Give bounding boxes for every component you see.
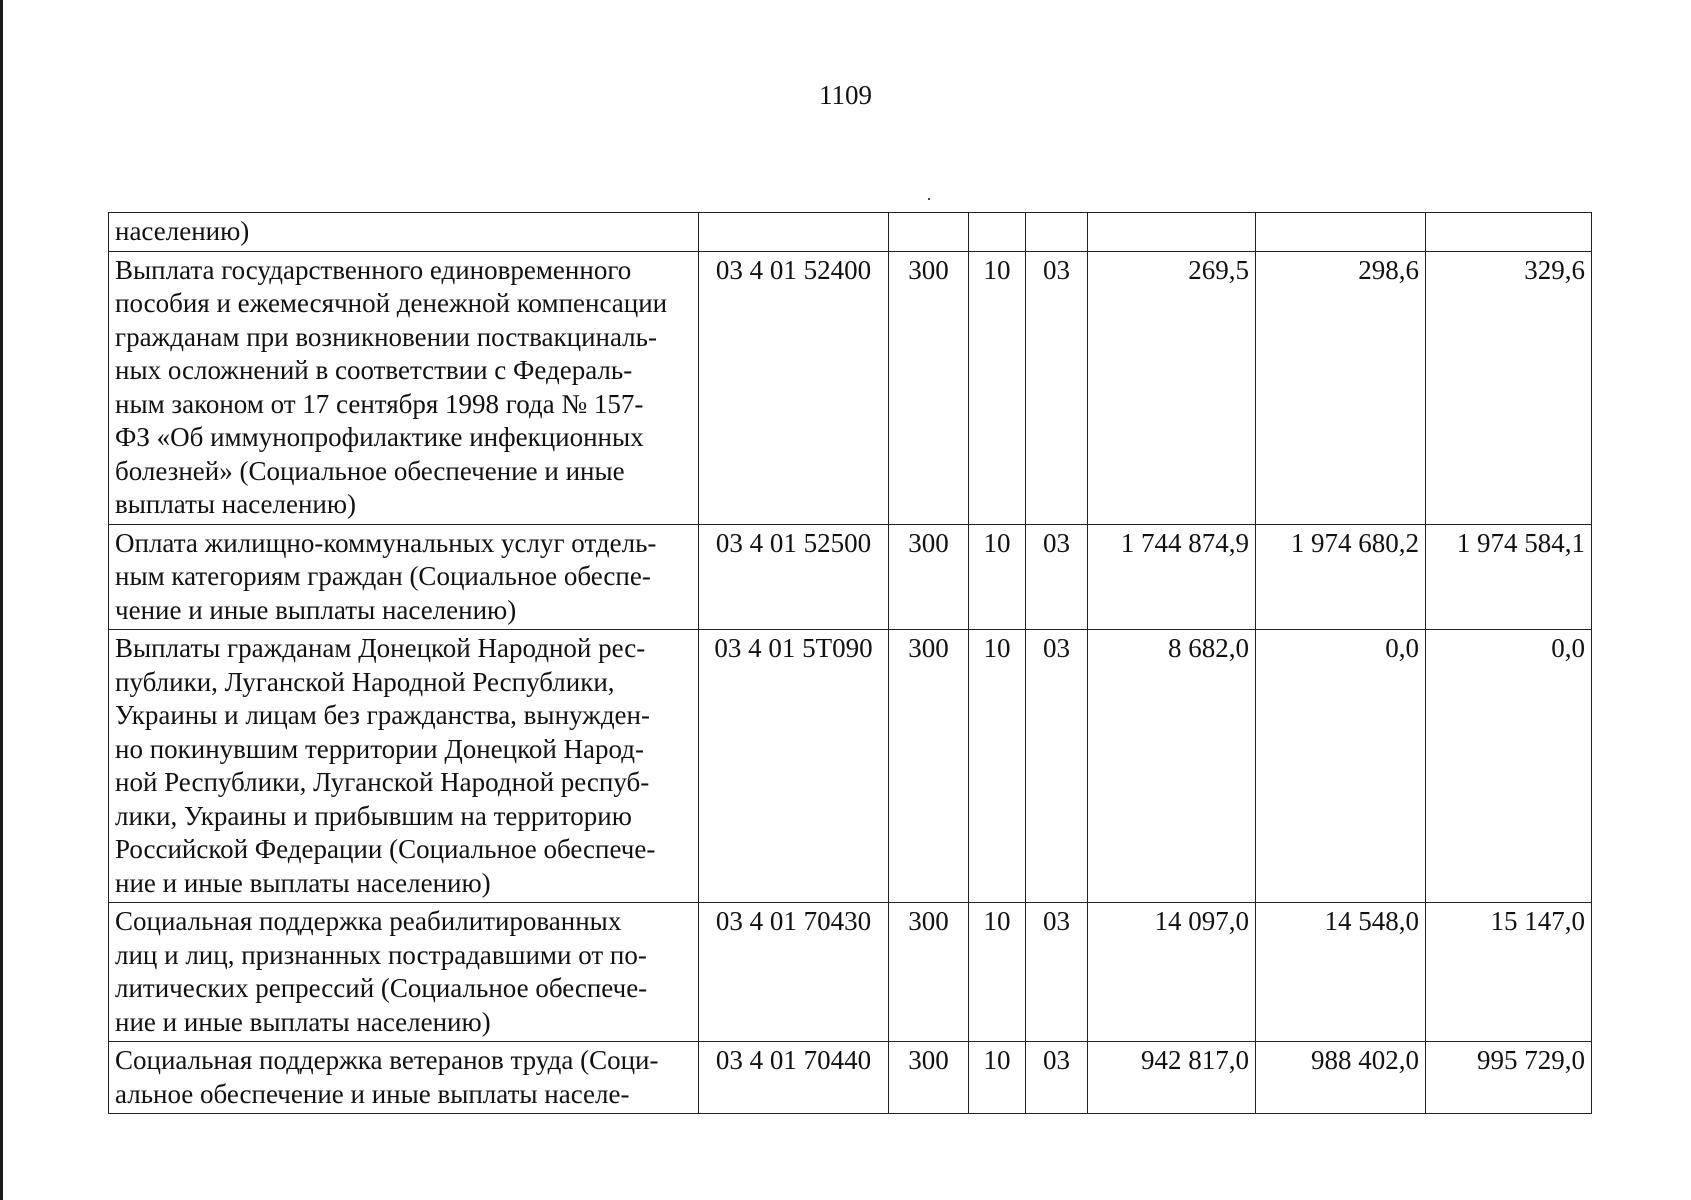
cell-expense-type [889, 213, 969, 252]
cell-target-code: 03 4 01 70440 [699, 1042, 889, 1114]
cell-amount-year-1: 8 682,0 [1088, 630, 1256, 903]
table-row [109, 1042, 1592, 1114]
cell-amount-year-1: 14 097,0 [1088, 903, 1256, 1042]
cell-amount-year-3: 0,0 [1426, 630, 1592, 903]
cell-expense-name [109, 251, 699, 524]
cell-expense-type: 300 [889, 251, 969, 524]
cell-target-code: 03 4 01 52500 [699, 524, 889, 630]
cell-amount-year-3 [1426, 213, 1592, 252]
cell-amount-year-3: 329,6 [1426, 251, 1592, 524]
cell-expense-type: 300 [889, 630, 969, 903]
page-binding-edge [0, 0, 3, 1200]
expense-name-line: населению) [115, 216, 250, 246]
cell-subsection: 03 [1026, 1042, 1088, 1114]
expense-name-line: болезней» (Социальное обеспечение и иные [115, 455, 625, 486]
cell-subsection [1026, 213, 1088, 252]
cell-section: 10 [969, 524, 1026, 630]
expense-name-line: лики, Украины и прибывшим на территорию [115, 800, 632, 831]
cell-expense-type: 300 [889, 524, 969, 630]
expense-name-line: чение и иные выплаты населению) [115, 594, 517, 625]
expense-name-line: литических репрессий (Социальное обеспече- [115, 973, 648, 1003]
expense-name-line: выплаты населению) [115, 489, 357, 519]
table-row [109, 213, 1592, 252]
expense-name-line: публики, Луганской Народной Республики, [115, 666, 615, 697]
expense-name-line: ных осложнений в соответствии с Федераль- [115, 355, 633, 385]
cell-amount-year-3: 1 974 584,1 [1426, 524, 1592, 630]
budget-table-body [109, 213, 1592, 1114]
expense-name-line: Российской Федерации (Социальное обеспече- [115, 834, 656, 864]
cell-subsection: 03 [1026, 524, 1088, 630]
cell-amount-year-3: 995 729,0 [1426, 1042, 1592, 1114]
table-row [109, 524, 1592, 630]
cell-expense-name [109, 213, 699, 252]
cell-amount-year-1: 269,5 [1088, 251, 1256, 524]
cell-amount-year-3: 15 147,0 [1426, 903, 1592, 1042]
page-number: 1109 [819, 80, 872, 110]
expense-name-line: Социальная поддержка реабилитированных [115, 906, 622, 936]
cell-amount-year-2: 298,6 [1256, 251, 1426, 524]
expense-name-line: ным категориям граждан (Социальное обеспе- [115, 561, 651, 591]
expense-name-line: лиц и лиц, признанных пострадавшими от по- [115, 939, 647, 970]
cell-amount-year-2: 14 548,0 [1256, 903, 1426, 1042]
expense-name-line: Оплата жилищно-коммунальных услуг отдель- [115, 527, 657, 558]
cell-expense-type: 300 [889, 903, 969, 1042]
budget-table [108, 212, 1592, 1114]
cell-section [969, 213, 1026, 252]
table-row [109, 630, 1592, 903]
cell-expense-name [109, 524, 699, 630]
cell-target-code: 03 4 01 5Т090 [699, 630, 889, 903]
expense-name-line: Выплата государственного единовременного [115, 254, 632, 285]
expense-name-line: гражданам при возникновении поствакциналь- [115, 321, 657, 352]
expense-name-line: пособия и ежемесячной денежной компенсации [115, 288, 668, 318]
expense-name-line: Социальная поддержка ветеранов труда (Соци- [115, 1045, 659, 1075]
cell-target-code [699, 213, 889, 252]
expense-name-line: ние и иные выплаты населению) [115, 1006, 491, 1037]
expense-name-line: альное обеспечение и иные выплаты населе- [115, 1078, 630, 1109]
cell-expense-name [109, 630, 699, 903]
cell-section: 10 [969, 630, 1026, 903]
cell-target-code: 03 4 01 52400 [699, 251, 889, 524]
cell-section: 10 [969, 1042, 1026, 1114]
table-row [109, 251, 1592, 524]
expense-name-line: ФЗ «Об иммунопрофилактике инфекционных [115, 422, 644, 452]
expense-name-line: но покинувшим территории Донецкой Народ- [115, 733, 644, 764]
cell-amount-year-2 [1256, 213, 1426, 252]
expense-name-line: Выплаты гражданам Донецкой Народной рес- [115, 633, 646, 663]
expense-name-line: Украины и лицам без гражданства, вынужден- [115, 700, 650, 730]
cell-expense-name [109, 1042, 699, 1114]
cell-subsection: 03 [1026, 630, 1088, 903]
cell-amount-year-2: 0,0 [1256, 630, 1426, 903]
expense-name-line: ным законом от 17 сентября 1998 года № 157- [115, 388, 644, 419]
cell-target-code: 03 4 01 70430 [699, 903, 889, 1042]
cell-amount-year-2: 1 974 680,2 [1256, 524, 1426, 630]
cell-amount-year-1: 942 817,0 [1088, 1042, 1256, 1114]
cell-section: 10 [969, 251, 1026, 524]
cell-amount-year-1 [1088, 213, 1256, 252]
scan-speck [928, 198, 930, 200]
cell-amount-year-1: 1 744 874,9 [1088, 524, 1256, 630]
expense-name-line: ной Республики, Луганской Народной респуб- [115, 767, 650, 797]
cell-section: 10 [969, 903, 1026, 1042]
cell-amount-year-2: 988 402,0 [1256, 1042, 1426, 1114]
cell-expense-name [109, 903, 699, 1042]
expense-name-line: ние и иные выплаты населению) [115, 867, 491, 898]
table-row [109, 903, 1592, 1042]
cell-expense-type: 300 [889, 1042, 969, 1114]
cell-subsection: 03 [1026, 903, 1088, 1042]
cell-subsection: 03 [1026, 251, 1088, 524]
